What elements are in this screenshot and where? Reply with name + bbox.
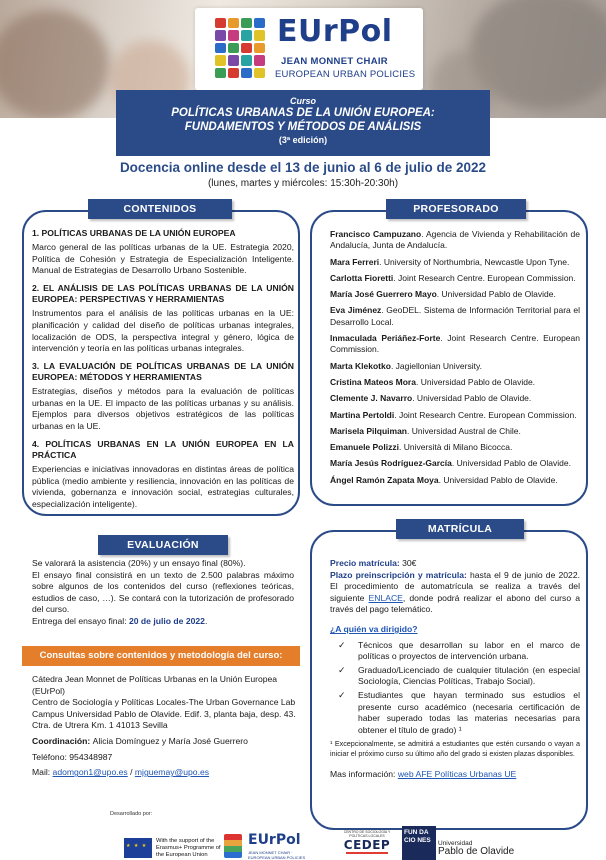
course-title-band [116, 90, 490, 156]
section-text: Marco general de las políticas urbanas de la UE. Estrategia 2020, Política de Cohesión y Estrategia de Especialización Inteligente. Manual de Estrategias de Desarrollo Urbano Sostenible. [32, 242, 294, 276]
contact-mail [32, 767, 308, 779]
cedep-logo [342, 830, 392, 860]
more-info [330, 769, 580, 781]
cedep-top-text: CENTRO DE SOCIOLOGÍA Y POLÍTICAS LOCALES [343, 830, 391, 838]
enlace-link[interactable]: ENLACE [368, 592, 403, 603]
org-line: Cátedra Jean Monnet de Políticas Urbanas en la Unión Europea (EUrPol) [32, 674, 278, 696]
org-line: Centro de Sociología y Políticas Locales-The Urban Governance Lab [32, 697, 296, 708]
eurpol-logo [195, 8, 423, 90]
professor-affiliation: . Jagiellonian University. [390, 360, 482, 371]
professor-affiliation: . Universidad Pablo de Olavide. [412, 393, 532, 404]
profesorado-list [330, 229, 580, 491]
professor-affiliation: . Joint Research Centre. European Commission. [394, 409, 577, 420]
eurpol-grid-icon [224, 834, 242, 858]
evaluacion-deadline [32, 616, 294, 628]
list-item [336, 665, 580, 688]
consultas-bar: Consultas sobre contenidos y metodología del curso: [22, 646, 300, 666]
professor-name: Inmaculada Periáñez-Forte [330, 333, 441, 344]
list-item [330, 458, 580, 469]
section-text: Experiencias e iniciativas innovadoras en distintas áreas de política pública (medio ambiente y resiliencia, innovación en las políticas de vivienda, gobernanza e innovación social, estrategias culturales, especialización inteligente). [32, 463, 294, 509]
professor-name: Cristina Mateos Mora [330, 376, 416, 387]
footer-eurpol-sub: JEAN MONNET CHAIR · EUROPEAN URBAN POLICIES [248, 850, 306, 860]
professor-affiliation: . Joint Research Centre. European Commission. [330, 333, 580, 355]
upo-line-1: Universidad [438, 840, 473, 847]
professor-name: Carlotta Fioretti [330, 272, 394, 283]
audience-text: Estudiantes que hayan terminado sus estudios el presente curso académico (necesaria certificación de haber superado todas las materias necesarias para obtener el título de grado) ¹ [358, 689, 580, 735]
audience-text: Técnicos que desarrollan su labor en el marco de políticas o proyectos de intervención urbana. [358, 639, 580, 662]
upo-line-2: Pablo de Olavide [438, 846, 515, 857]
contact-org [32, 674, 308, 732]
list-item [330, 426, 580, 437]
section-heading: 2. EL ANÁLISIS DE LAS POLÍTICAS URBANAS DE LA UNIÓN EUROPEA: PERSPECTIVAS Y HERRAMIENTAS [32, 282, 294, 305]
professor-affiliation: . GeoDEL. Sistema de Información Territorial para el Desarrollo Local. [330, 305, 580, 327]
list-item [330, 257, 580, 268]
professor-affiliation: . University of Northumbria, Newcastle Upon Tyne. [379, 256, 570, 267]
coordination-label: Coordinación: [32, 735, 93, 746]
professor-name: Francisco Campuzano [330, 229, 422, 239]
checkmark-icon: ✓ [338, 639, 346, 650]
mail-link-1[interactable]: adomgon1@upo.es [52, 767, 128, 778]
fundaciones-logo: FUN DA CIO NES [402, 826, 436, 860]
professor-affiliation: . Universidad Pablo de Olavide. [415, 376, 536, 387]
professor-name: Ángel Ramón Zapata Moya [330, 474, 439, 485]
professor-affiliation: . Agencia de Vivienda y Rehabilitación de Andalucía, Junta de Andalucía. [330, 229, 581, 251]
professor-name: María José Guerrero Mayo [330, 289, 437, 300]
list-item [330, 410, 580, 421]
cedep-word: CEDEP [343, 838, 391, 852]
course-title-line1: POLÍTICAS URBANAS DE LA UNIÓN EUROPEA: [171, 107, 435, 119]
list-item [330, 333, 580, 356]
deadline-end: . [204, 615, 208, 626]
checkmark-icon: ✓ [338, 664, 346, 675]
background-crowd-shape [0, 10, 110, 118]
more-info-label: Mas información: [330, 769, 398, 780]
course-edition: (3ª edición) [278, 135, 328, 145]
professor-affiliation: . Università di Milano Bicocca. [398, 442, 513, 453]
audience-list [336, 640, 580, 737]
professor-name: Marta Klekotko [330, 360, 391, 371]
professor-name: Marisela Pilquiman [330, 425, 407, 436]
matricula-plazo [330, 570, 580, 616]
logo-wordmark: EUrPol [277, 14, 393, 49]
coordination-names: Alicia Domínguez y María José Guerrero [92, 735, 248, 746]
list-item [330, 229, 580, 252]
contact-coordination [32, 736, 308, 748]
course-times: (lunes, martes y miércoles: 15:30h-20:30h) [207, 178, 399, 189]
section-heading: 1. POLÍTICAS URBANAS DE LA UNIÓN EUROPEA [32, 228, 236, 238]
footer-logos [0, 818, 606, 860]
professor-name: Emanuele Polizzi [330, 442, 399, 453]
eu-flag-icon [124, 838, 152, 858]
audience-text: Graduado/Licenciado de cualquier titulación (en especial Sociología, Ciencias Políticas, Trabajo Social). [358, 664, 580, 687]
list-item [330, 393, 580, 404]
mail-link-2[interactable]: mjguemay@upo.es [134, 767, 210, 778]
professor-affiliation: . Universidad Pablo de Olavide. [451, 458, 571, 469]
section-text: Estrategias, diseños y métodos para la evaluación de políticas urbanas en la UE. El impacto de las políticas urbanas y su análisis. Ejemplos para diversos objetivos estratégicos de las políticas urbanas en la UE. [32, 386, 294, 431]
contact-phone: Teléfono: 954348987 [32, 751, 113, 762]
contenidos-body [32, 228, 294, 516]
cedep-bar [346, 852, 388, 854]
evaluacion-body [32, 558, 294, 628]
audience-heading: ¿A quién va dirigido? [330, 623, 418, 634]
list-item [330, 442, 580, 453]
list-item [330, 475, 580, 486]
checkmark-icon: ✓ [338, 689, 346, 700]
professor-name: Mara Ferreri [330, 256, 380, 267]
more-info-link[interactable]: web AFE Políticas Urbanas UE [397, 769, 517, 780]
professor-affiliation: . Universidad Austral de Chile. [407, 425, 521, 436]
list-item [330, 273, 580, 284]
list-item [330, 361, 580, 372]
list-item [336, 690, 580, 736]
course-kicker: Curso [289, 96, 316, 106]
evaluacion-weighting: Se valorará la asistencia (20%) y un ensayo final (80%). [32, 558, 246, 568]
professor-affiliation: . Universidad Pablo de Olavide. [438, 474, 558, 485]
logo-subtitle-policies: EUROPEAN URBAN POLICIES [275, 69, 416, 80]
matricula-tab: MATRÍCULA [396, 519, 524, 539]
org-line: Ctra. de Utrera Km. 1 41013 Sevilla [32, 720, 168, 731]
deadline-label: Entrega del ensayo final: [32, 615, 129, 626]
professor-name: Clemente J. Navarro [330, 393, 413, 404]
section-heading: 3. LA EVALUACIÓN DE POLÍTICAS URBANAS DE LA UNIÓN EUROPEA: MÉTODOS Y HERRAMIENTAS [32, 360, 294, 382]
section-heading: 4. POLÍTICAS URBANAS EN LA UNIÓN EUROPEA EN LA PRÁCTICA [32, 438, 294, 460]
evaluacion-essay: El ensayo final consistirá en un texto de 2.500 palabras máximo sobre algunos de los contenidos del curso (reflexiones teóricas, estudios de caso, …). Se contará con la tutorización de profesorado del curso. [32, 569, 294, 615]
matricula-body [330, 558, 580, 781]
mail-label: Mail: [32, 767, 53, 778]
price-label: Precio matrícula: [330, 558, 403, 568]
course-dates: Docencia online desde el 13 de junio al 6 de julio de 2022 [119, 160, 487, 175]
profesorado-tab: PROFESORADO [386, 199, 526, 219]
price-value: 30€ [402, 558, 417, 568]
logo-subtitle-chair: JEAN MONNET CHAIR [281, 56, 388, 67]
plazo-text-a: hasta el 9 de junio de 2022. El procedimiento de automatrícula se realiza a través del siguiente [330, 569, 580, 603]
mail-separator: / [127, 767, 135, 778]
eu-support-text: With the support of the Erasmus+ Programme of the European Union [156, 838, 221, 858]
professor-name: Eva Jiménez [330, 305, 382, 316]
logo-icon-grid [215, 18, 265, 78]
footer-eurpol-logo [224, 832, 306, 860]
list-item [330, 377, 580, 388]
plazo-text-b: , donde podrá realizar el abono del curso a través del pago telemático. [330, 592, 581, 615]
course-title-line2: FUNDAMENTOS Y MÉTODOS DE ANÁLISIS [184, 121, 422, 133]
professor-name: Martina Pertoldi [330, 409, 395, 420]
professor-affiliation: . Joint Research Centre. European Commission. [393, 272, 576, 283]
plazo-label: Plazo preinscripción y matrícula: [330, 569, 470, 580]
contenidos-tab: CONTENIDOS [88, 199, 232, 219]
matricula-price [330, 558, 580, 570]
list-item [330, 289, 580, 300]
upo-logo [438, 840, 514, 856]
audience-footnote: ¹ Excepcionalmente, se admitirá a estudiantes que estén cursando o vayan a iniciar el próximo curso su último año del grado si existen plazas disponibles. [330, 739, 580, 759]
professor-name: María Jesús Rodríguez-García [330, 458, 452, 469]
contact-block [32, 674, 308, 783]
deadline-date: 20 de julio de 2022 [128, 615, 205, 626]
section-text: Instrumentos para el análisis de las políticas urbanas en la UE: planificación y calidad del diseño de políticas urbanas integrales, localización de ODS, la perspectiva integral y género, lógica de intervención y teoría en las políticas urbanas integrales. [32, 308, 294, 354]
professor-affiliation: . Universidad Pablo de Olavide. [436, 289, 556, 300]
list-item [330, 305, 580, 328]
footer-label: Desarrollado por: [110, 811, 153, 817]
evaluacion-tab: EVALUACIÓN [98, 535, 228, 555]
footer-eurpol-word: EUrPol [248, 832, 301, 848]
org-line: Campus Universidad Pablo de Olavide. Edif. 3, planta baja, desp. 43. [32, 708, 296, 719]
list-item [336, 640, 580, 663]
